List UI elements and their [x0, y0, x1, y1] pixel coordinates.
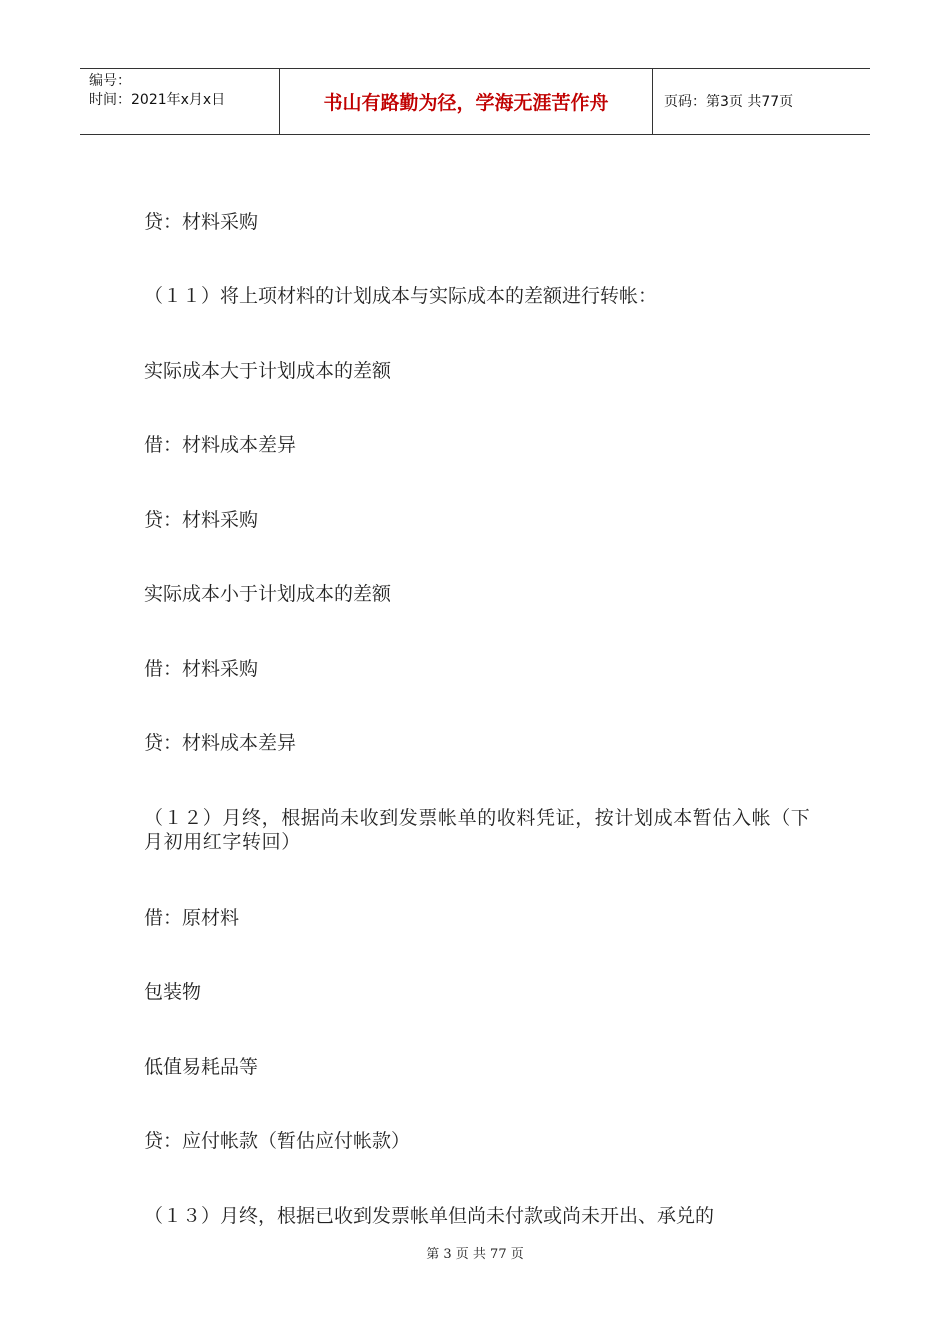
paragraph: 借：材料采购 [144, 658, 259, 680]
paragraph: 借：材料成本差异 [144, 434, 297, 456]
paragraph: 贷：材料采购 [144, 211, 259, 233]
header-motto-cell [280, 69, 653, 134]
paragraph: （１２）月终，根据尚未收到发票帐单的收料凭证，按计划成本暂估入帐（下月初用红字转回） [144, 807, 811, 853]
document-time-label: 时间：2021年x月x日 [89, 92, 226, 108]
paragraph: 贷：应付帐款（暂估应付帐款） [144, 1130, 411, 1152]
header-page-cell [653, 69, 870, 134]
paragraph: （１３）月终，根据已收到发票帐单但尚未付款或尚未开出、承兑的 [144, 1205, 715, 1227]
paragraph: 借：原材料 [144, 907, 240, 929]
page-header [80, 68, 870, 135]
header-motto: 书山有路勤为径，学海无涯苦作舟 [323, 92, 609, 114]
paragraph: （１１）将上项材料的计划成本与实际成本的差额进行转帐： [144, 285, 658, 307]
paragraph: 实际成本大于计划成本的差额 [144, 360, 392, 382]
paragraph: 贷：材料采购 [144, 509, 259, 531]
page-footer: 第 3 页 共 77 页 [426, 1247, 524, 1262]
paragraph: 实际成本小于计划成本的差额 [144, 583, 392, 605]
paragraph: 包装物 [144, 981, 202, 1003]
document-number-label: 编号： [89, 73, 131, 89]
header-info-cell [80, 69, 280, 134]
header-page-code: 页码：第3页 共77页 [664, 94, 794, 110]
paragraph: 低值易耗品等 [144, 1056, 259, 1078]
paragraph: 贷：材料成本差异 [144, 732, 297, 754]
